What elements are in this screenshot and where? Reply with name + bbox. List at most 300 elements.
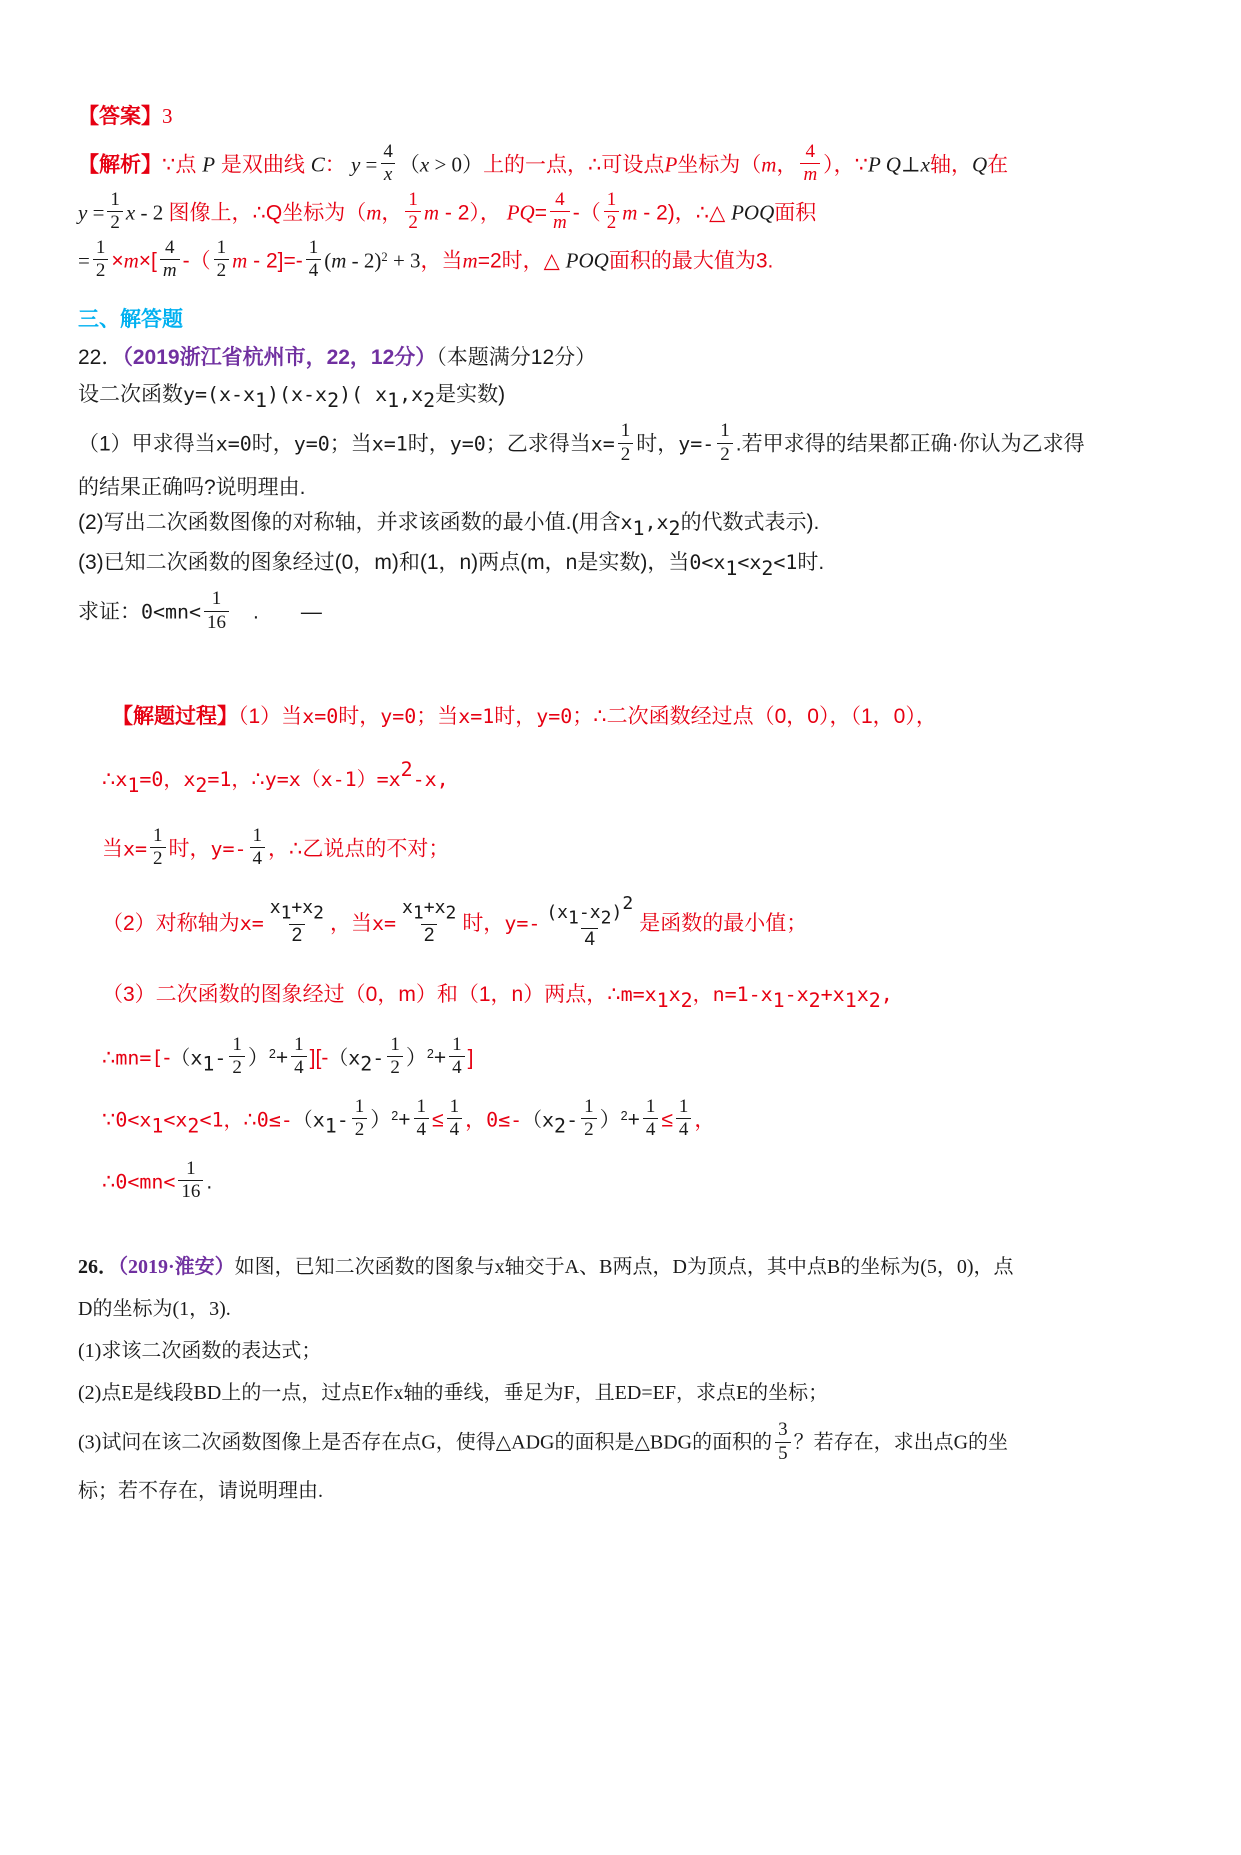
text-segment: （x-1）: [300, 766, 377, 791]
text-segment: y=(x-x: [183, 382, 256, 407]
fraction: [380, 141, 396, 187]
text-segment: 上的一点，∴可设点: [483, 153, 665, 177]
text-segment: 1: [390, 1033, 400, 1055]
text-segment: <x: [163, 1107, 188, 1132]
text-segment: 16: [181, 1180, 201, 1202]
text-segment: ）: [370, 1108, 392, 1132]
text-segment: ∴: [102, 1169, 116, 1193]
text-segment: 1: [151, 1113, 164, 1138]
text-segment: 2: [216, 260, 227, 282]
text-segment: 图像上，∴Q坐标为（: [168, 201, 367, 225]
text-segment: 4: [805, 141, 816, 162]
fraction: [160, 237, 180, 283]
text-segment: ，: [776, 153, 798, 177]
text-segment: 1: [280, 902, 292, 924]
text-segment: -x: [784, 981, 809, 1006]
fraction: [717, 420, 733, 466]
text-segment: ]: [467, 1046, 474, 1070]
analysis-line-2: [78, 188, 1163, 237]
text-segment: 4: [449, 1119, 460, 1141]
text-segment: -（: [182, 249, 211, 273]
text-segment: ，当: [420, 249, 463, 273]
text-segment: m: [366, 200, 382, 225]
text-segment: -（: [572, 201, 601, 225]
text-segment: D的坐标为(1，3).: [78, 1298, 231, 1321]
text-segment: =x: [376, 766, 401, 791]
text-segment: 1: [211, 588, 222, 610]
text-segment: 2: [390, 1057, 400, 1079]
text-segment: -: [336, 1107, 349, 1132]
text-segment: POQ: [565, 248, 609, 273]
text-segment: 1: [354, 1095, 365, 1117]
text-segment: 4: [294, 1057, 304, 1079]
text-segment: 3: [162, 104, 173, 128]
text-segment: <1: [773, 550, 798, 575]
fraction: [405, 189, 421, 235]
text-segment: P Q: [868, 152, 901, 177]
text-segment: m: [162, 260, 177, 282]
text-segment: 1: [568, 907, 579, 929]
fraction: [107, 189, 123, 235]
text-segment: 时.: [797, 551, 825, 575]
text-segment: 2: [423, 924, 435, 946]
answer-line: [78, 100, 1163, 133]
text-segment: 1: [678, 1095, 689, 1117]
fraction: [543, 893, 636, 952]
text-segment: -: [321, 1046, 329, 1070]
fraction: [775, 1419, 791, 1465]
text-segment: 2: [400, 757, 413, 782]
solution-line-6: [78, 1033, 1163, 1082]
text-segment: 2: [620, 1108, 628, 1123]
text-segment: x: [125, 200, 136, 225]
text-segment: 4: [383, 141, 393, 162]
text-segment: 时，: [168, 837, 211, 861]
text-segment: P: [664, 152, 678, 177]
solution-line-2: [78, 753, 1163, 801]
fraction: [250, 825, 266, 871]
text-segment: 0≤-: [486, 1107, 523, 1132]
text-segment: x: [302, 897, 314, 919]
text-segment: 0<mn<: [141, 599, 202, 624]
q22-prove-line: [78, 590, 1163, 636]
q26-intro-cont: [78, 1293, 1163, 1325]
text-segment: ∴: [102, 767, 116, 791]
q22-part1: [78, 422, 1163, 468]
fraction: [229, 1034, 245, 1080]
text-segment: -: [163, 1046, 171, 1070]
text-segment: 1: [725, 556, 738, 581]
text-segment: - 2]=-: [247, 249, 303, 273]
text-segment: 5: [778, 1442, 788, 1464]
text-segment: 1: [620, 420, 631, 442]
solution-line-3: [78, 824, 1163, 873]
text-segment: x=: [123, 836, 148, 861]
text-segment: - 2），: [439, 201, 507, 225]
text-segment: y: [78, 200, 93, 225]
text-segment: 2: [381, 249, 388, 264]
text-segment: 2: [426, 1047, 434, 1062]
text-segment: x: [183, 766, 196, 791]
text-segment: 2: [153, 848, 163, 870]
text-segment: （x: [170, 1045, 203, 1070]
text-segment: x: [269, 897, 281, 919]
text-segment: 2: [868, 987, 881, 1012]
q26-part3: [78, 1421, 1163, 1467]
analysis-line-1: [78, 143, 1163, 189]
fraction: [352, 1096, 368, 1142]
text-segment: 1: [216, 236, 227, 258]
text-segment: 1: [387, 388, 400, 413]
text-segment: ）: [462, 152, 484, 177]
text-segment: 1: [110, 188, 120, 210]
text-segment: <1，: [199, 1107, 244, 1132]
text-segment: 4: [308, 260, 319, 282]
text-segment: m: [331, 248, 347, 273]
text-segment: +: [398, 1108, 411, 1132]
text-segment: ，当: [330, 911, 372, 935]
text-segment: 1: [449, 1095, 460, 1117]
text-segment: 时，: [407, 432, 450, 456]
text-segment: （x: [292, 1107, 325, 1132]
fraction: [150, 825, 166, 871]
text-segment: ？若存在，求出点G的坐: [793, 1431, 1009, 1454]
text-segment: y=0: [293, 431, 330, 456]
text-segment: ∵: [102, 1108, 116, 1132]
text-segment: 时，: [251, 432, 294, 456]
text-segment: (3)试问在该二次函数图像上是否存在点G，使得△ADG的面积是△BDG的面积的: [78, 1431, 773, 1454]
text-segment: 2: [354, 1119, 365, 1141]
text-segment: —: [300, 600, 322, 624]
text-segment: 设二次函数: [78, 383, 183, 407]
fraction: [449, 1034, 465, 1080]
text-segment: 2: [195, 772, 208, 797]
text-segment: +x: [820, 981, 845, 1006]
text-segment: 1: [202, 1051, 215, 1076]
text-segment: x: [434, 897, 446, 919]
text-segment: 1: [308, 236, 319, 258]
fraction: [581, 1096, 597, 1142]
text-segment: ,x: [644, 510, 669, 535]
text-segment: x: [920, 152, 930, 177]
text-segment: x=: [372, 910, 397, 935]
text-segment: > 0: [429, 152, 463, 177]
text-segment: 当: [102, 837, 123, 861]
text-segment: 1: [656, 987, 669, 1012]
text-segment: 4: [678, 1119, 689, 1141]
q22-part1-cont: [78, 472, 1163, 504]
text-segment: m: [232, 248, 248, 273]
text-segment: =2时，△: [477, 249, 566, 273]
text-segment: =0，: [139, 766, 184, 791]
text-segment: 求证：: [78, 600, 141, 624]
text-segment: 2: [445, 902, 457, 924]
text-segment: 26．: [78, 1256, 118, 1279]
text-segment: 轴，: [930, 153, 972, 177]
text-segment: 【解析】: [78, 153, 162, 177]
fraction: [306, 237, 322, 283]
text-segment: 1: [772, 987, 785, 1012]
fraction: [676, 1096, 692, 1142]
text-segment: ；当: [416, 705, 459, 729]
text-segment: 时，: [636, 432, 679, 456]
text-segment: 2: [313, 902, 324, 924]
text-segment: mn=[: [115, 1045, 164, 1070]
text-segment: ×[: [138, 249, 157, 273]
text-segment: ；乙求得当: [485, 432, 591, 456]
analysis-line-3: [78, 236, 1163, 285]
text-segment: 1: [252, 824, 263, 846]
text-segment: （x: [522, 1107, 555, 1132]
text-segment: (2)写出二次函数图像的对称轴，并求该函数的最小值.(用含: [78, 511, 621, 535]
text-segment: 的结果正确吗?说明理由.: [78, 476, 306, 500]
text-segment: ）: [599, 1108, 621, 1132]
text-segment: .: [232, 600, 301, 624]
text-segment: x=0: [302, 704, 339, 729]
text-segment: 2: [600, 907, 612, 929]
text-segment: （2）对称轴为: [102, 911, 240, 935]
text-segment: 4: [584, 929, 596, 951]
fraction: [178, 1158, 203, 1204]
text-segment: 4: [452, 1057, 462, 1079]
text-segment: (2)点E是线段BD上的一点，过点E作x轴的垂线，垂足为F，且ED=EF，求点E的坐标；: [78, 1382, 829, 1405]
text-segment: x=1: [458, 704, 495, 729]
text-segment: ，: [465, 1108, 487, 1132]
text-segment: C: [310, 152, 325, 177]
text-segment: -: [214, 1045, 227, 1070]
text-segment: Q: [972, 152, 988, 177]
section-heading: [78, 304, 1163, 336]
text-segment: -x: [578, 901, 601, 923]
text-segment: 2: [680, 987, 693, 1012]
fraction: [643, 1096, 659, 1142]
text-segment: 0<x: [115, 1107, 152, 1132]
text-segment: ：: [324, 153, 346, 177]
text-segment: )(: [339, 382, 364, 407]
fraction: [291, 1034, 307, 1080]
text-segment: 是实数): [435, 383, 506, 407]
text-segment: 2: [584, 1119, 594, 1141]
text-segment: y=-: [210, 836, 247, 861]
text-segment: + 3: [387, 248, 421, 273]
text-segment: y: [345, 152, 366, 177]
fraction: [604, 189, 620, 235]
text-segment: ): [611, 901, 623, 923]
text-segment: （x: [328, 1045, 361, 1070]
text-segment: 时，: [338, 705, 381, 729]
text-segment: ,x: [399, 382, 424, 407]
text-segment: （2019·淮安）: [118, 1256, 235, 1279]
text-segment: 1: [632, 516, 645, 541]
text-segment: 16: [207, 611, 227, 633]
text-segment: -: [372, 1045, 385, 1070]
text-segment: x=: [590, 431, 615, 456]
text-segment: ∴: [102, 1046, 116, 1070]
text-segment: +: [433, 1046, 447, 1070]
text-segment: ][: [309, 1046, 322, 1070]
text-segment: - 2)，∴△: [637, 201, 732, 225]
text-segment: 时，: [494, 705, 537, 729]
text-segment: 2: [606, 212, 617, 234]
text-segment: 1: [416, 1095, 427, 1117]
text-segment: (: [324, 248, 332, 273]
text-segment: 1: [153, 824, 163, 846]
text-segment: 0<x: [689, 550, 726, 575]
text-segment: （: [398, 152, 420, 177]
text-segment: ，: [694, 1108, 716, 1132]
text-segment: -x,: [412, 766, 449, 791]
text-segment: 4: [252, 848, 263, 870]
text-segment: 1: [255, 388, 268, 413]
text-segment: 4: [645, 1119, 656, 1141]
text-segment: 1: [95, 236, 106, 258]
text-segment: 1: [452, 1033, 462, 1055]
text-segment: 4: [416, 1119, 427, 1141]
text-segment: 【答案】: [78, 105, 162, 128]
text-segment: 1: [412, 902, 424, 924]
text-segment: y=0: [536, 704, 573, 729]
text-segment: m: [622, 200, 638, 225]
text-segment: （1）甲求得当: [78, 432, 216, 456]
text-segment: ∴: [251, 767, 265, 791]
document-page: [0, 100, 1241, 1507]
text-segment: 标；若不存在，请说明理由.: [78, 1480, 323, 1503]
text-segment: 1: [186, 1157, 196, 1179]
text-segment: x=1: [371, 431, 408, 456]
solution-line-1: [78, 700, 1163, 733]
text-segment: =: [92, 200, 105, 225]
text-segment: 0<mn<: [115, 1168, 176, 1193]
text-segment: 在: [987, 153, 1009, 177]
text-segment: ）: [405, 1046, 427, 1070]
text-segment: 2: [187, 1113, 200, 1138]
text-segment: 1: [584, 1095, 594, 1117]
text-segment: (3)已知二次函数的图象经过(0，m)和(1，n)两点(m，n是实数)，当: [78, 551, 690, 575]
text-segment: x: [620, 510, 633, 535]
text-segment: x: [856, 981, 869, 1006]
text-segment: 2: [720, 443, 730, 465]
text-segment: 2: [408, 212, 418, 234]
fraction: [387, 1034, 403, 1080]
text-segment: +: [275, 1046, 289, 1070]
text-segment: 面积: [774, 201, 817, 225]
fraction: [214, 237, 230, 283]
text-segment: -: [566, 1107, 579, 1132]
text-segment: y=0: [449, 431, 486, 456]
text-segment: 2: [761, 556, 774, 581]
fraction: [414, 1096, 430, 1142]
text-segment: =: [534, 201, 547, 225]
text-segment: 22．: [78, 346, 123, 370]
text-segment: y=-: [504, 910, 541, 935]
text-segment: 3: [778, 1419, 788, 1441]
text-segment: 是双曲线: [215, 153, 311, 177]
text-segment: ≤: [661, 1108, 673, 1132]
text-segment: 如图，已知二次函数的图象与x轴交于A、B两点，D为顶点，其中点B的坐标为(5，0)，点: [234, 1256, 1014, 1279]
text-segment: y=-: [678, 431, 715, 456]
text-segment: ，: [692, 981, 713, 1006]
text-segment: (1)求该二次函数的表达式；: [78, 1340, 322, 1363]
text-segment: x: [419, 152, 430, 177]
text-segment: 时，: [462, 911, 505, 935]
q22-header: [78, 342, 1163, 374]
text-segment: ≤: [432, 1108, 444, 1132]
text-segment: x=0: [215, 431, 252, 456]
text-segment: 2: [268, 1047, 276, 1062]
text-segment: 1: [606, 188, 617, 210]
text-segment: 1: [720, 420, 730, 442]
text-segment: 2: [622, 892, 634, 914]
text-segment: x: [668, 981, 681, 1006]
text-segment: =: [78, 248, 90, 273]
text-segment: ∵点: [162, 153, 203, 177]
text-segment: （1）当: [238, 705, 303, 729]
text-segment: 2: [327, 388, 340, 413]
text-segment: x: [383, 164, 393, 186]
text-segment: .若甲求得的结果都正确·你认为乙求得: [735, 432, 1085, 456]
text-segment: （本题满分12分）: [436, 346, 597, 370]
text-segment: +: [291, 897, 303, 919]
text-segment: 2: [620, 443, 631, 465]
text-segment: x=: [239, 910, 264, 935]
text-segment: 2: [291, 924, 303, 946]
text-segment: m=x: [620, 981, 657, 1006]
text-segment: m: [553, 212, 567, 234]
text-segment: PQ: [506, 200, 535, 225]
fraction: [267, 897, 327, 947]
text-segment: 2: [95, 260, 106, 282]
text-segment: ；当: [329, 432, 372, 456]
text-segment: x: [363, 382, 388, 407]
fraction: [800, 141, 820, 187]
text-segment: ），∵: [823, 153, 869, 177]
text-segment: 2: [808, 987, 821, 1012]
text-segment: 1: [232, 1033, 242, 1055]
text-segment: x: [402, 897, 413, 919]
text-segment: m: [761, 152, 777, 177]
q22-intro: [78, 378, 1163, 416]
text-segment: ；∴二次函数经过点（0，0），（1，0），: [572, 705, 937, 729]
text-segment: 2: [423, 388, 436, 413]
text-segment: ∴: [243, 1108, 257, 1132]
fraction: [204, 588, 229, 634]
text-segment: m: [123, 248, 139, 273]
text-segment: +: [423, 897, 435, 919]
text-segment: )(x-x: [267, 382, 328, 407]
text-segment: 坐标为（: [677, 153, 762, 177]
text-segment: n=1-x: [712, 981, 773, 1006]
fraction: [93, 237, 109, 283]
text-segment: +: [627, 1108, 640, 1132]
text-segment: - 2: [135, 200, 169, 225]
fraction: [618, 420, 634, 466]
q22-part2: [78, 506, 1163, 544]
q26-part1: [78, 1335, 1163, 1367]
text-segment: =1，: [207, 766, 252, 791]
q22-part3: [78, 546, 1163, 584]
text-segment: - 2): [346, 248, 382, 273]
text-segment: 1: [127, 772, 140, 797]
text-segment: .: [206, 1169, 213, 1193]
text-segment: 4: [165, 236, 175, 258]
text-segment: <x: [737, 550, 762, 575]
text-segment: m: [423, 200, 440, 225]
text-segment: POQ: [731, 200, 775, 225]
fraction: [399, 897, 459, 947]
solution-line-5: [78, 978, 1163, 1016]
text-segment: （2019浙江省杭州市，22，12分）: [122, 346, 437, 370]
solution-line-4: [78, 892, 1163, 954]
